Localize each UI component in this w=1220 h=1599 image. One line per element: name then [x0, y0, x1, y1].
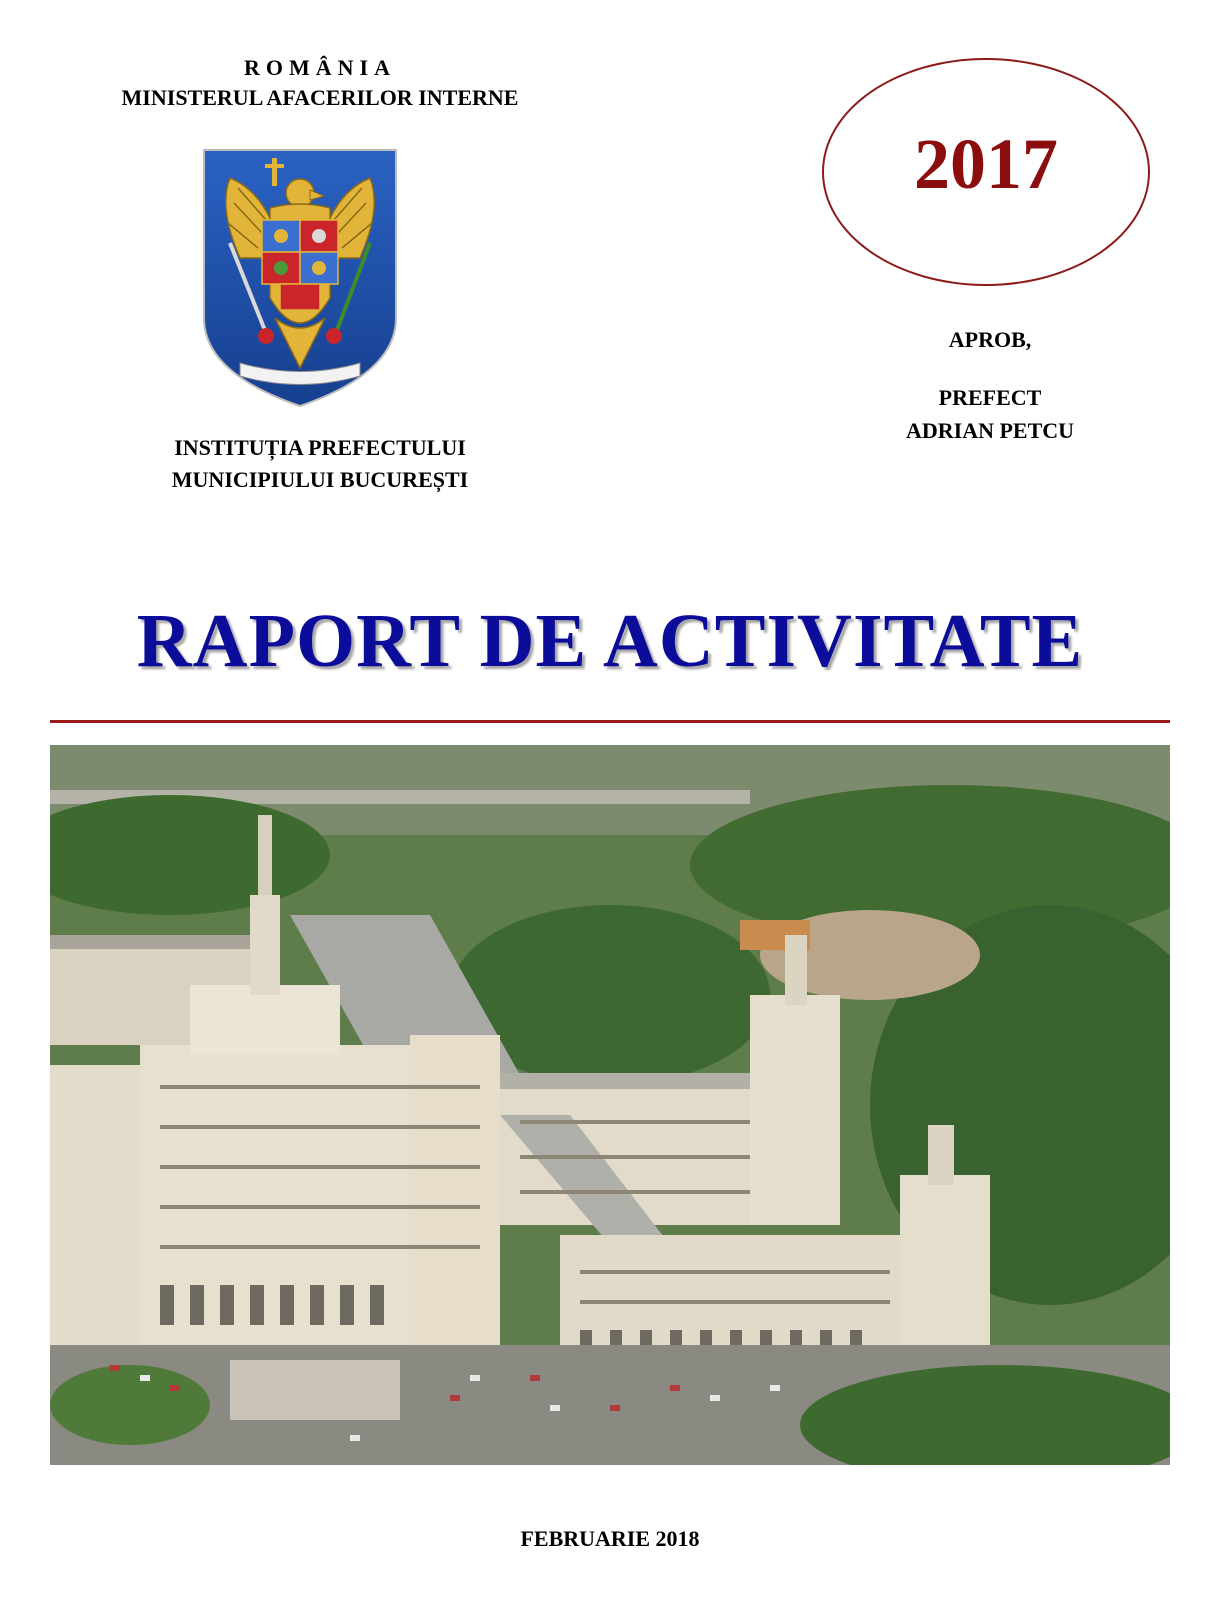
aerial-building-photo — [50, 745, 1170, 1465]
year-stamp: 2017 — [914, 123, 1058, 204]
prefect-name: ADRIAN PETCU — [905, 418, 1075, 443]
institution-line-2: MUNICIPIULUI BUCUREȘTI — [171, 467, 469, 492]
ministry-name: MINISTERUL AFACERILOR INTERNE — [121, 85, 519, 110]
prefect-title: PREFECT — [938, 385, 1042, 410]
title-divider — [50, 720, 1170, 723]
approval-label: APROB, — [948, 327, 1032, 352]
country-name: ROMÂNIA — [244, 55, 396, 80]
coat-of-arms-icon — [200, 148, 400, 410]
report-title: RAPORT DE ACTIVITATE — [136, 599, 1084, 683]
institution-line-1: INSTITUȚIA PREFECTULUI — [174, 435, 466, 460]
report-date: FEBRUARIE 2018 — [520, 1526, 700, 1551]
institution-name — [60, 432, 580, 496]
